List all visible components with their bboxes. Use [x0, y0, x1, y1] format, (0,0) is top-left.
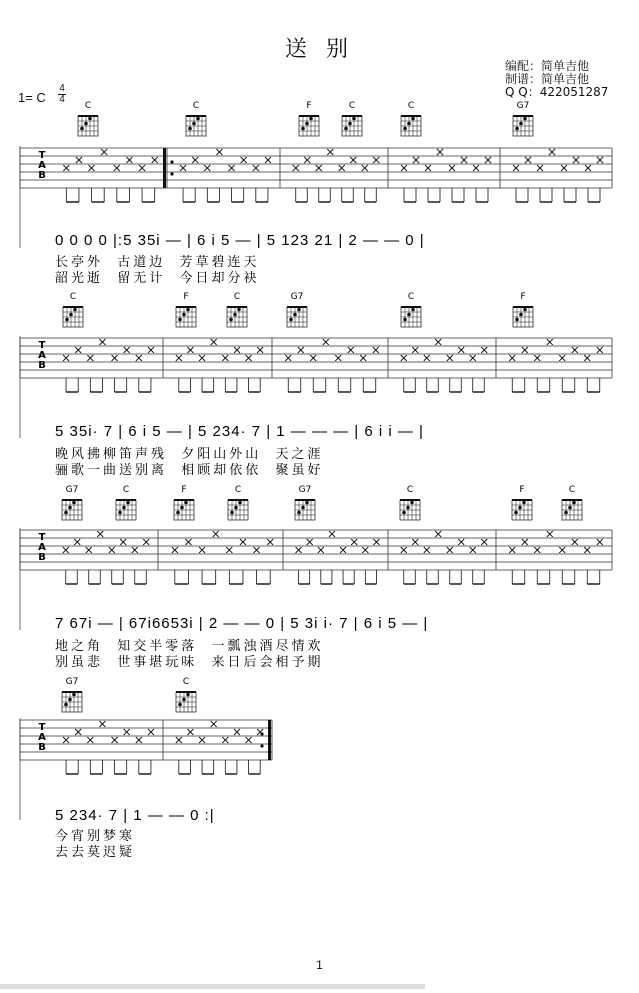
chord-name: C [234, 485, 242, 495]
numbered-notation: 7 67i — | 67i6653i | 2 — — 0 | 5 3i i· 7 | 6 i 5 — | [55, 615, 429, 632]
tab-label: T [38, 340, 46, 351]
lyric-line: 骊歌一曲送别离 相顾却依依 聚虽好 [55, 463, 324, 478]
chord-name: G7 [290, 292, 304, 302]
chord-finger-dot [523, 308, 527, 312]
chord-finger-dot [68, 698, 72, 702]
chord-name: C [568, 485, 576, 495]
chord-finger-dot [182, 698, 186, 702]
tab-label: B [38, 170, 46, 181]
tab-label: T [38, 532, 46, 543]
chord-finger-dot [518, 506, 522, 510]
chord-name: C [348, 101, 356, 111]
time-signature-top: 4 [59, 83, 65, 94]
tab-label: A [38, 350, 46, 361]
chord-finger-dot [233, 313, 237, 317]
lyric-line: 今宵别梦寒 [55, 829, 136, 844]
chord-finger-dot [182, 313, 186, 317]
chord-finger-dot [407, 122, 411, 126]
chord-finger-dot [229, 318, 233, 322]
chord-finger-dot [65, 318, 69, 322]
chord-finger-dot [234, 506, 238, 510]
numbered-notation: 5 35i· 7 | 6 i 5 — | 5 234· 7 | 1 — — — | 6 i i — | [55, 423, 424, 440]
chord-finger-dot [192, 122, 196, 126]
chord-finger-dot [410, 501, 414, 505]
chord-finger-dot [411, 308, 415, 312]
chord-name: F [306, 101, 312, 111]
chord-finger-dot [523, 117, 527, 121]
repeat-end-bar [268, 720, 271, 760]
repeat-dot [170, 160, 173, 163]
chord-name: C [406, 485, 414, 495]
chord-finger-dot [118, 511, 122, 515]
chord-name: C [69, 292, 77, 302]
chord-finger-dot [186, 693, 190, 697]
chord-name: C [192, 101, 200, 111]
chord-finger-dot [289, 318, 293, 322]
numbered-notation: 5 234· 7 | 1 — — 0 :| [55, 807, 215, 824]
lyric-line: 地之角 知交半零落 一瓢浊酒尽情欢 [55, 639, 324, 654]
lyric-line: 韶光逝 留无计 今日却分袂 [55, 271, 260, 286]
chord-name: F [520, 292, 526, 302]
chord-finger-dot [178, 703, 182, 707]
bottom-scrollbar[interactable] [0, 984, 425, 989]
chord-finger-dot [309, 117, 313, 121]
qq-line: Q Q：422051287 [505, 85, 609, 99]
repeat-start-bar [163, 148, 166, 188]
tab-label: B [38, 742, 46, 753]
chord-finger-dot [64, 511, 68, 515]
chord-finger-dot [73, 308, 77, 312]
chord-finger-dot [344, 127, 348, 131]
lyric-line: 别虽悲 世事堪玩味 来日后会相予期 [55, 655, 324, 670]
chord-finger-dot [64, 703, 68, 707]
chord-finger-dot [122, 506, 126, 510]
chord-name: G7 [65, 677, 79, 687]
chord-finger-dot [519, 313, 523, 317]
numbered-notation: 0 0 0 0 |:5 35i — | 6 i 5 — | 5 123 21 | 2 — — 0 | [55, 232, 425, 249]
chord-name: C [122, 485, 130, 495]
chord-finger-dot [293, 313, 297, 317]
tab-label: A [38, 160, 46, 171]
chord-finger-dot [237, 308, 241, 312]
chord-finger-dot [402, 511, 406, 515]
chord-finger-dot [88, 117, 92, 121]
chord-name: G7 [516, 101, 530, 111]
time-signature-bottom: 4 [59, 94, 65, 105]
chord-name: C [182, 677, 190, 687]
chord-finger-dot [180, 506, 184, 510]
chord-name: C [407, 292, 415, 302]
chord-finger-dot [301, 127, 305, 131]
chord-name: C [233, 292, 241, 302]
chord-finger-dot [80, 127, 84, 131]
lyric-line: 去去莫迟疑 [55, 845, 136, 860]
chord-finger-dot [564, 511, 568, 515]
chord-finger-dot [403, 127, 407, 131]
chord-finger-dot [230, 511, 234, 515]
tab-label: T [38, 150, 46, 161]
chord-finger-dot [515, 318, 519, 322]
tab-label: B [38, 360, 46, 371]
tab-label: B [38, 552, 46, 563]
chord-finger-dot [176, 511, 180, 515]
chord-finger-dot [514, 511, 518, 515]
chord-finger-dot [178, 318, 182, 322]
chord-finger-dot [184, 501, 188, 505]
chord-finger-dot [407, 313, 411, 317]
chord-finger-dot [186, 308, 190, 312]
chord-finger-dot [305, 122, 309, 126]
transcriber-line: 制谱：简单吉他 [505, 72, 590, 86]
chord-name: F [181, 485, 187, 495]
chord-finger-dot [68, 506, 72, 510]
chord-finger-dot [72, 693, 76, 697]
chord-finger-dot [297, 308, 301, 312]
chord-finger-dot [568, 506, 572, 510]
tab-label: T [38, 722, 46, 733]
page-title: 送 别 [285, 37, 354, 62]
chord-finger-dot [84, 122, 88, 126]
page-number: 1 [316, 958, 323, 972]
chord-finger-dot [69, 313, 73, 317]
chord-name: C [407, 101, 415, 111]
chord-finger-dot [348, 122, 352, 126]
chord-finger-dot [403, 318, 407, 322]
chord-name: C [84, 101, 92, 111]
tab-label: A [38, 732, 46, 743]
chord-finger-dot [72, 501, 76, 505]
repeat-dot [170, 172, 173, 175]
chord-finger-dot [305, 501, 309, 505]
chord-finger-dot [519, 122, 523, 126]
chord-finger-dot [126, 501, 130, 505]
chord-finger-dot [406, 506, 410, 510]
key-signature: 1= C [18, 90, 46, 105]
chord-finger-dot [572, 501, 576, 505]
chord-name: F [519, 485, 525, 495]
chord-finger-dot [301, 506, 305, 510]
chord-finger-dot [352, 117, 356, 121]
chord-name: F [183, 292, 189, 302]
chord-finger-dot [522, 501, 526, 505]
lyric-line: 长亭外 古道边 芳草碧连天 [55, 255, 260, 270]
chord-finger-dot [411, 117, 415, 121]
lyric-line: 晚风拂柳笛声残 夕阳山外山 天之涯 [55, 447, 324, 462]
chord-finger-dot [188, 127, 192, 131]
chord-finger-dot [515, 127, 519, 131]
chord-finger-dot [238, 501, 242, 505]
arranger-line: 编配：简单吉他 [505, 59, 590, 73]
repeat-dot [260, 744, 263, 747]
tab-label: A [38, 542, 46, 553]
chord-name: G7 [298, 485, 312, 495]
chord-name: G7 [65, 485, 79, 495]
chord-finger-dot [196, 117, 200, 121]
chord-finger-dot [297, 511, 301, 515]
